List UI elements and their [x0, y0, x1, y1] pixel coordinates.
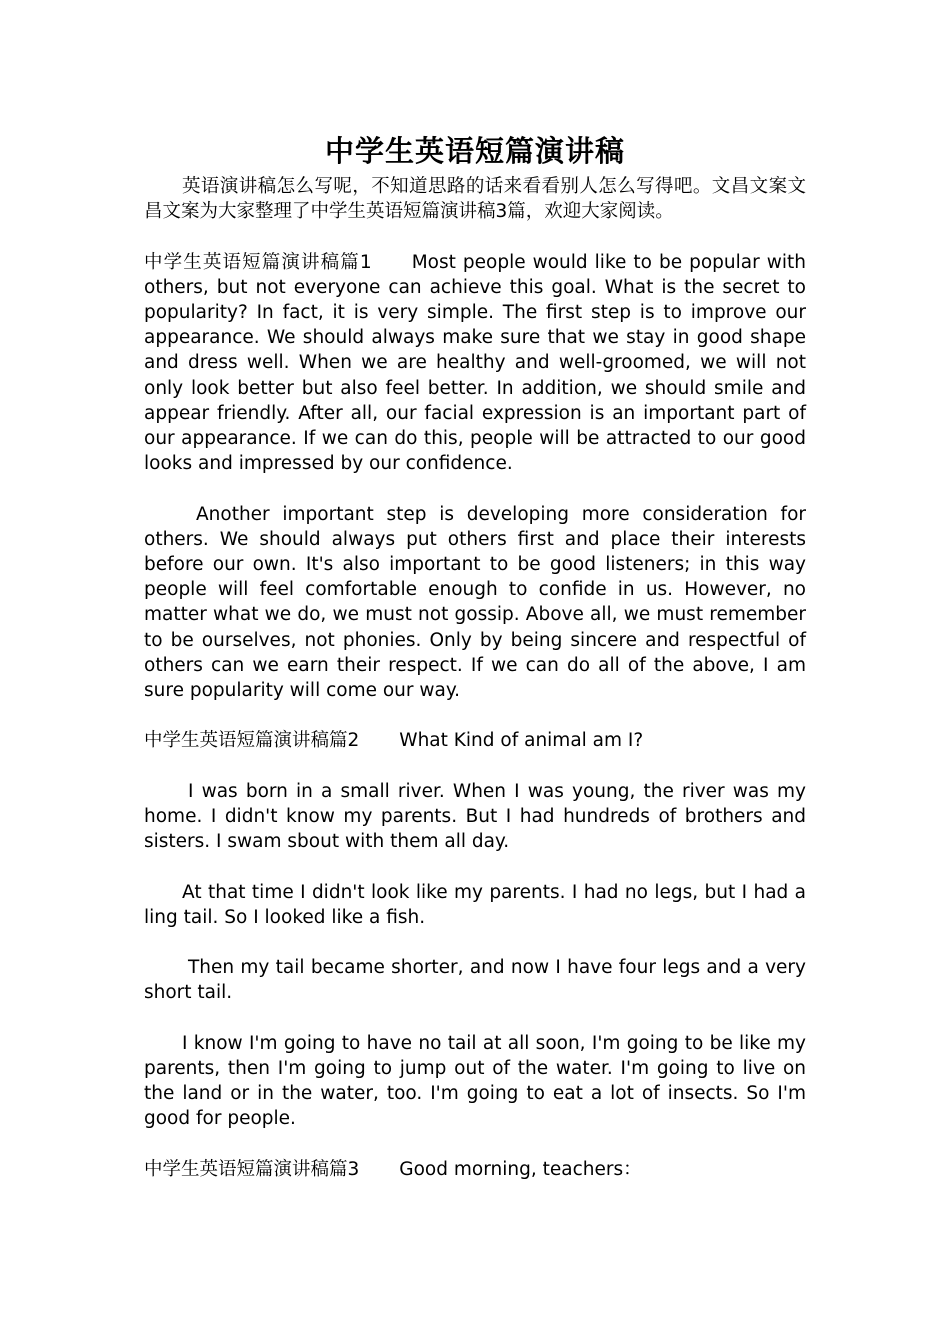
document-title: 中学生英语短篇演讲稿 — [324, 134, 625, 168]
section-2-paragraph-1: I was born in a small river. When I was young, the river was my home. I didn't know my parents. But I had hundreds of brothers and sisters. I swam sbout with them all day. — [144, 780, 806, 853]
intro-paragraph: 英语演讲稿怎么写呢，不知道思路的话来看看别人怎么写得吧。文昌文案文昌文案为大家整理了中学生英语短篇演讲稿3篇，欢迎大家阅读。 — [144, 176, 806, 223]
section-2-paragraph-2: At that time I didn't look like my parents. I had no legs, but I had a ling tail. So I looked like a fish. — [144, 881, 806, 928]
section-1-heading: 中学生英语短篇演讲稿篇1 — [144, 251, 372, 273]
section-2-heading: 中学生英语短篇演讲稿篇2 — [144, 730, 360, 752]
section-3-heading-line — [144, 1157, 806, 1182]
section-2-subtitle: What Kind of animal am I? — [399, 730, 644, 752]
section-2-paragraph-4: I know I'm going to have no tail at all soon, I'm going to be like my parents, then I'm going to jump out of the water. I'm going to live on the land or in the water, too. I'm going to eat a lot of insects. So I'm good for people. — [144, 1032, 806, 1130]
section-1-text-1: Most people would like to be popular with others, but not everyone can achieve this goal. What is the secret to popularity? In fact, it is very simple. The first step is to improve our appearance. We should always make sure that we stay in good shape and dress well. When we are healthy and well-groomed, we will not only look better but also feel better. In addition, we should smile and appear friendly. After all, our facial expression is an important part of our appearance. If we can do this, people will be attracted to our good looks and impressed by our confidence. — [144, 251, 806, 475]
section-1-paragraph-2: Another important step is developing more consideration for others. We should always put others first and place their interests before our own. It's also important to be good listeners; in this way people will feel comfortable enough to confide in us. However, no matter what we do, we must not gossip. Above all, we must remember to be ourselves, not phonies. Only by being sincere and respectful of others can we earn their respect. If we can do all of the above, I am sure popularity will come our way. — [144, 503, 806, 702]
section-1-paragraph-1 — [144, 250, 806, 477]
section-3-heading: 中学生英语短篇演讲稿篇3 — [144, 1158, 360, 1180]
document-page — [144, 128, 806, 1182]
section-2-heading-line — [144, 728, 806, 753]
section-3-text-1: Good morning, teachers： — [399, 1158, 642, 1180]
section-2-paragraph-3: Then my tail became shorter, and now I have four legs and a very short tail. — [144, 957, 806, 1004]
